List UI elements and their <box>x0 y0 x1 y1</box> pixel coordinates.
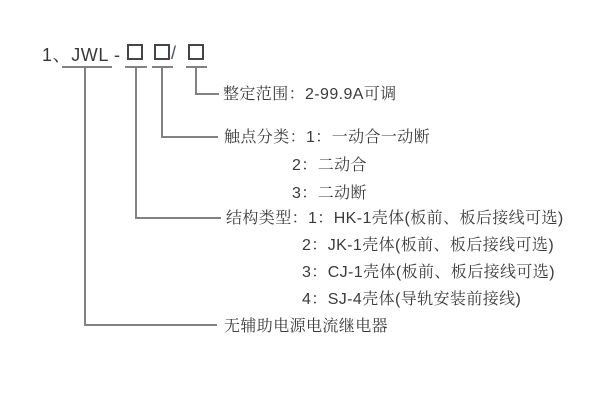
connector-tick-model <box>62 66 112 68</box>
setting-range-label: 整定范围：2-99.9A可调 <box>223 86 397 103</box>
model-box-setting-range <box>188 44 204 60</box>
connector-hline-contact-class <box>161 136 218 138</box>
structure-type-option: 4：SJ-4壳体(导轨安装前接线) <box>302 291 522 308</box>
connector-vline-setting-range <box>195 66 197 95</box>
connector-hline-structure-type <box>135 217 221 219</box>
contact-class-option: 3：二动断 <box>292 185 367 202</box>
model-box-contact-class <box>154 44 170 60</box>
connector-vline-model <box>84 66 86 326</box>
contact-class-option: 2：二动合 <box>292 157 367 174</box>
model-box-structure-type <box>127 44 143 60</box>
structure-type-option: 2：JK-1壳体(板前、板后接线可选) <box>302 237 555 254</box>
contact-class-heading: 触点分类：1：一动合一动断 <box>224 129 431 146</box>
connector-vline-structure-type <box>135 66 137 219</box>
relay-name-label: 无辅助电源电流继电器 <box>224 318 389 335</box>
model-prefix-label: 1、JWL - <box>42 45 121 65</box>
connector-hline-setting-range <box>195 93 219 95</box>
structure-type-heading: 结构类型：1：HK-1壳体(板前、板后接线可选) <box>226 210 564 227</box>
connector-hline-relay-name <box>84 324 217 326</box>
model-slash: / <box>171 43 177 63</box>
structure-type-option: 3：CJ-1壳体(板前、板后接线可选) <box>302 264 555 281</box>
connector-vline-contact-class <box>161 66 163 138</box>
